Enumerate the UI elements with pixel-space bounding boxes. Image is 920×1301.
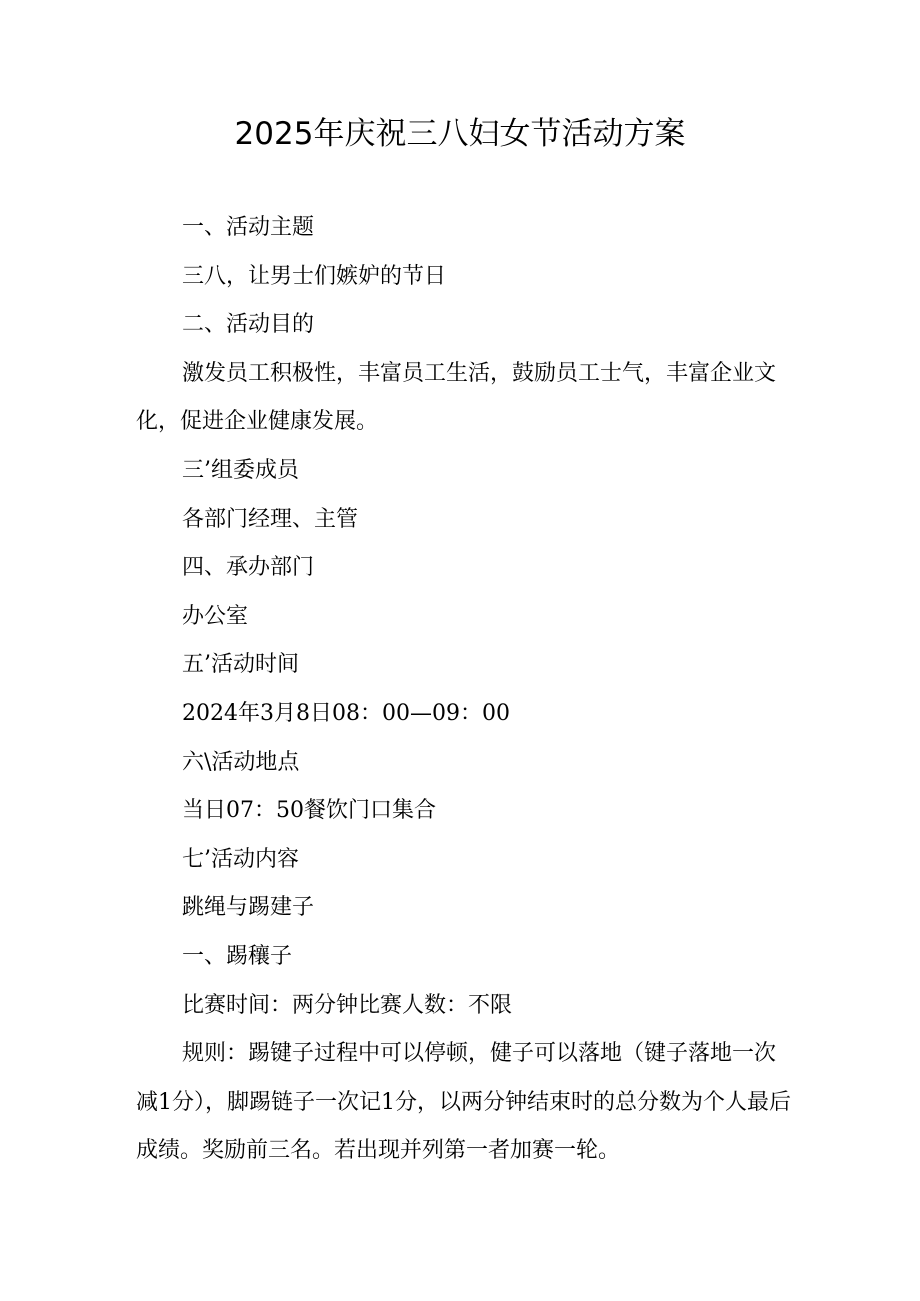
section-heading-purpose: 二、活动目的 — [182, 312, 315, 338]
subsection-heading-shuttlecock: 一、踢穰子 — [182, 943, 293, 969]
section-heading-committee: 三’组委成员 — [182, 457, 299, 483]
section-heading-content: 七’活动内容 — [182, 846, 299, 872]
paragraph-content: 跳绳与踢建子 — [182, 895, 315, 921]
document-title: 2025年庆祝三八妇女节活动方案 — [234, 116, 686, 152]
paragraph-location: 当日07：50餐饮门口集合 — [182, 798, 436, 824]
section-heading-location: 六\活动地点 — [182, 749, 300, 775]
section-heading-organizer: 四、承办部门 — [182, 555, 315, 581]
paragraph-rules: 规则：踢键子过程中可以停顿，健子可以落地（键子落地一次减1分），脚踢链子一次记1分，以两分钟结束时的总分数为个人最后成绩。奖励前三名。若出现并列第一者加赛一轮。 — [136, 1041, 791, 1164]
paragraph-time: 2024年3月8日08：00—09：00 — [182, 700, 510, 726]
paragraph-theme: 三八，让男士们嫉妒的节日 — [182, 263, 447, 289]
section-heading-time: 五’活动时间 — [182, 652, 299, 678]
section-heading-theme: 一、活动主题 — [182, 215, 315, 240]
paragraph-committee: 各部门经理、主管 — [182, 506, 359, 532]
paragraph-organizer: 办公室 — [182, 603, 249, 629]
document-body — [136, 204, 792, 1176]
paragraph-match-info: 比赛时间：两分钟比赛人数：不限 — [182, 992, 513, 1018]
paragraph-purpose: 激发员工积极性，丰富员工生活，鼓励员工士气，丰富企业文化，促进企业健康发展。 — [136, 360, 777, 435]
